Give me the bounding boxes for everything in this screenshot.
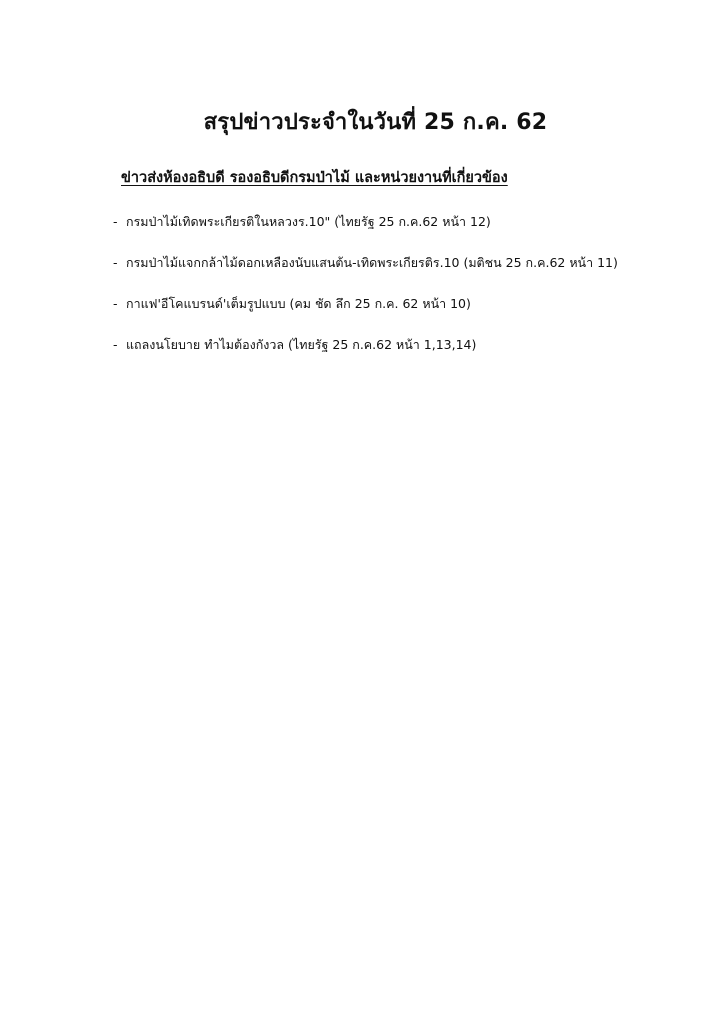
- list-item: [113, 335, 618, 376]
- section-heading: ข่าวส่งห้องอธิบดี รองอธิบดีกรมป่าไม้ และหน่วยงานที่เกี่ยวข้อง: [121, 170, 508, 186]
- news-headline: กาแฟ'อีโคแบรนด์'เต็มรูปแบบ (คม ชัด ลึก 25 ก.ค. 62 หน้า 10): [126, 296, 471, 311]
- list-item: [113, 212, 618, 253]
- list-item: [113, 253, 618, 294]
- bullet-dash: -: [113, 337, 118, 352]
- news-headline: แถลงนโยบาย ทำไมต้องกังวล (ไทยรัฐ 25 ก.ค.62 หน้า 1,13,14): [126, 337, 477, 352]
- bullet-dash: -: [113, 214, 118, 229]
- bullet-dash: -: [113, 255, 118, 270]
- news-headline: กรมป่าไม้แจกกล้าไม้ดอกเหลืองนับแสนต้น-เทิดพระเกียรติร.10 (มติชน 25 ก.ค.62 หน้า 11): [126, 255, 618, 270]
- bullet-dash: -: [113, 296, 118, 311]
- news-list: [113, 212, 618, 376]
- page-title: สรุปข่าวประจำในวันที่ 25 ก.ค. 62: [203, 110, 548, 135]
- list-item: [113, 294, 618, 335]
- news-headline: กรมป่าไม้เทิดพระเกียรติในหลวงร.10" (ไทยรัฐ 25 ก.ค.62 หน้า 12): [126, 214, 491, 229]
